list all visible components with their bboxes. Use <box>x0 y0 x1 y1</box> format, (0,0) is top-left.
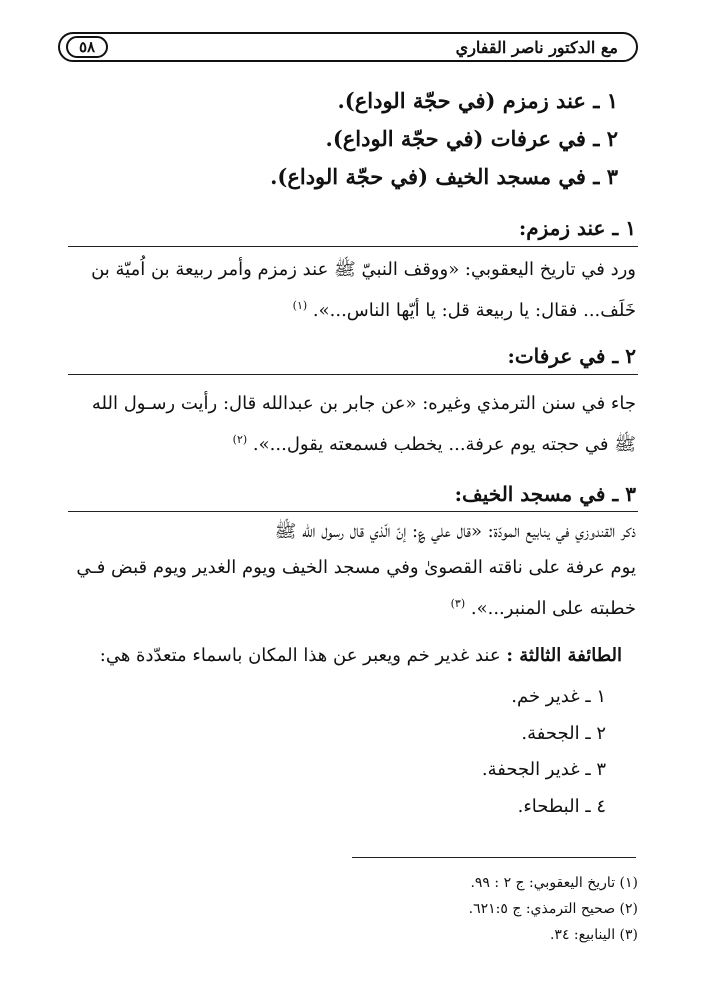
list-item: ١ ـ غدير خم. <box>511 686 606 707</box>
list-item: ١ ـ عند زمزم (في حجّة الوداع). <box>337 88 618 113</box>
list-item: ٣ ـ في مسجد الخيف (في حجّة الوداع). <box>270 164 618 189</box>
footnote-separator <box>352 857 636 858</box>
group-label: الطائفة الثالثة : <box>506 645 622 666</box>
group-text: عند غدير خم ويعبر عن هذا المكان باسماء متعدّدة هي: <box>99 645 501 666</box>
section-heading-zamzam: ١ ـ عند زمزم: <box>518 216 636 240</box>
footnotes <box>469 870 638 948</box>
text-line <box>68 288 636 329</box>
text-line: ورد في تاريخ اليعقوبي: «ووقف النبيّ ﷺ عند زمزم وأمر ربيعة بن اُميّة بن <box>91 259 636 280</box>
footnote-ref: (٢) <box>232 433 248 446</box>
text-line <box>68 422 636 463</box>
section-heading-arafat: ٢ ـ في عرفات: <box>507 344 636 368</box>
list-item: ٢ ـ في عرفات (في حجّة الوداع). <box>325 126 618 151</box>
text-line: ذكر القندوزي في ينابيع المودّة: «قال علي ؏: إنّ الّذي قال رسول الله ﷺ <box>274 521 636 542</box>
text-line-content: خطبته على المنبر...». <box>470 598 636 619</box>
locations-list <box>270 82 618 196</box>
footnote-ref: (١) <box>292 299 308 312</box>
text-line-content: ﷺ في حجته يوم عرفة... يخطب فسمعته يقول...». <box>252 434 636 455</box>
list-item: ٤ ـ البطحاء. <box>517 795 606 817</box>
group-intro <box>68 638 622 674</box>
footnote: (١) تاريخ اليعقوبي: ج ٢ : ٩٩. <box>470 875 638 891</box>
list-item: ٣ ـ غدير الجحفة. <box>481 759 606 780</box>
section-divider <box>68 246 638 247</box>
section-heading-khayf: ٣ ـ في مسجد الخيف: <box>454 482 636 506</box>
text-line <box>68 586 636 627</box>
footnote: (٣) الينابيع: ٣٤. <box>549 927 638 943</box>
page-number: ٥٨ <box>66 36 108 58</box>
paragraph-arafat <box>68 386 636 463</box>
footnote-ref: (٣) <box>450 597 466 610</box>
header-title: مع الدكتور ناصر القفاري <box>455 37 618 57</box>
text-line: يوم عرفة على ناقته القصوىٰ وفي مسجد الخيف ويوم الغدير ويوم قبض فـي <box>76 557 636 578</box>
text-line-content: خَلَف... فقال: يا ربيعة قل: يا أيّها الناس...». <box>312 300 636 321</box>
paragraph-khayf <box>68 514 636 627</box>
names-list <box>482 679 606 825</box>
footnote: (٢) صحيح الترمذي: ج ٦٢١:٥. <box>468 901 638 917</box>
paragraph-zamzam <box>68 252 636 329</box>
running-header <box>58 32 638 62</box>
list-item: ٢ ـ الجحفة. <box>521 722 606 744</box>
section-divider <box>68 374 638 375</box>
section-divider <box>68 511 638 512</box>
text-line: جاء في سنن الترمذي وغيره: «عن جابر بن عبدالله قال: رأيت رسـول الله <box>91 393 636 414</box>
